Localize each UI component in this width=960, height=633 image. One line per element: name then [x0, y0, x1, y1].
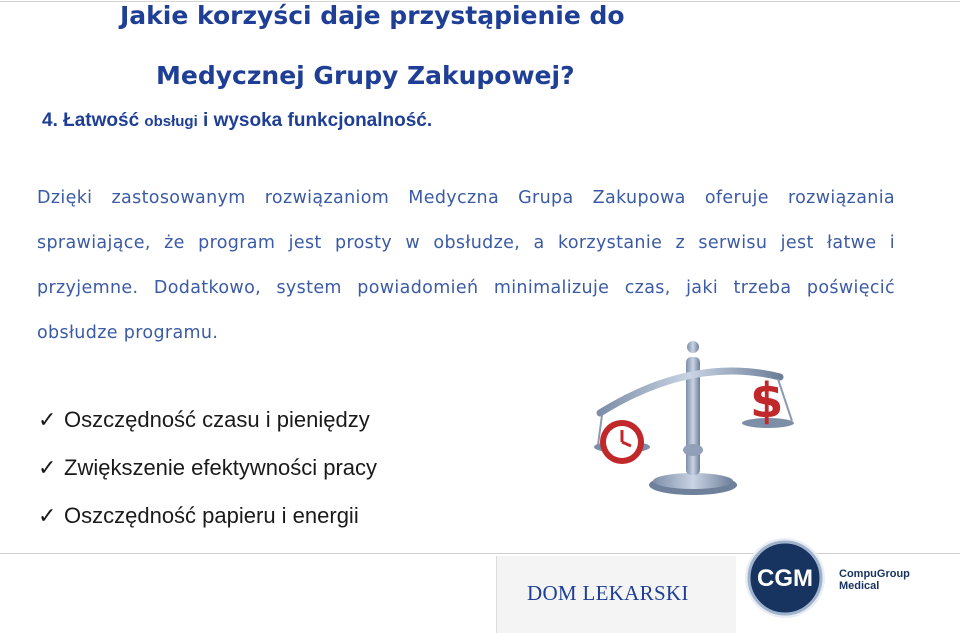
benefit-label: Oszczędność papieru i energii — [64, 503, 359, 528]
slide-title-line-1: Jakie korzyści daje przystąpienie do — [120, 1, 625, 30]
balance-scale-icon — [580, 335, 800, 500]
dollar-sign-icon: $ — [750, 373, 784, 429]
compugroup-medical: Medical — [839, 580, 880, 592]
cgm-logo-icon — [740, 520, 850, 633]
benefit-item — [38, 396, 377, 444]
subtitle-part-small: obsługi — [144, 113, 198, 130]
dom-lekarski-logo-box — [496, 556, 736, 633]
benefit-label: Zwiększenie efektywności pracy — [64, 455, 378, 480]
checkmark-icon: ✓ — [38, 455, 57, 480]
section-subtitle — [42, 110, 432, 132]
dom-lekarski-logo: DOM LEKARSKI — [527, 581, 689, 605]
benefit-list — [38, 396, 377, 540]
subtitle-part-rest: i wysoka funkcjonalność. — [197, 110, 433, 131]
checkmark-icon: ✓ — [38, 407, 57, 432]
benefit-item — [38, 492, 377, 540]
slide-title-line-2: Medycznej Grupy Zakupowej? — [156, 61, 575, 90]
compugroup-name: CompuGroup — [839, 568, 910, 580]
checkmark-icon: ✓ — [38, 503, 57, 528]
subtitle-part-1: 4. Łatwość — [42, 110, 145, 131]
cgm-logo-text: CGM — [757, 565, 813, 592]
benefit-label: Oszczędność czasu i pieniędzy — [64, 407, 370, 432]
benefit-item — [38, 444, 377, 492]
body-paragraph: Dzięki zastosowanym rozwiązaniom Medyczna Grupa Zakupowa oferuje rozwiązania sprawiające, że program jest prosty w obsłudze, a korzystanie z serwisu jest łatwe i przyjemne. Dodatkowo, system powiadomień minimalizuje czas, jaki trzeba poświęcić obsłudze programu. — [37, 188, 895, 343]
clock-icon — [600, 420, 644, 464]
